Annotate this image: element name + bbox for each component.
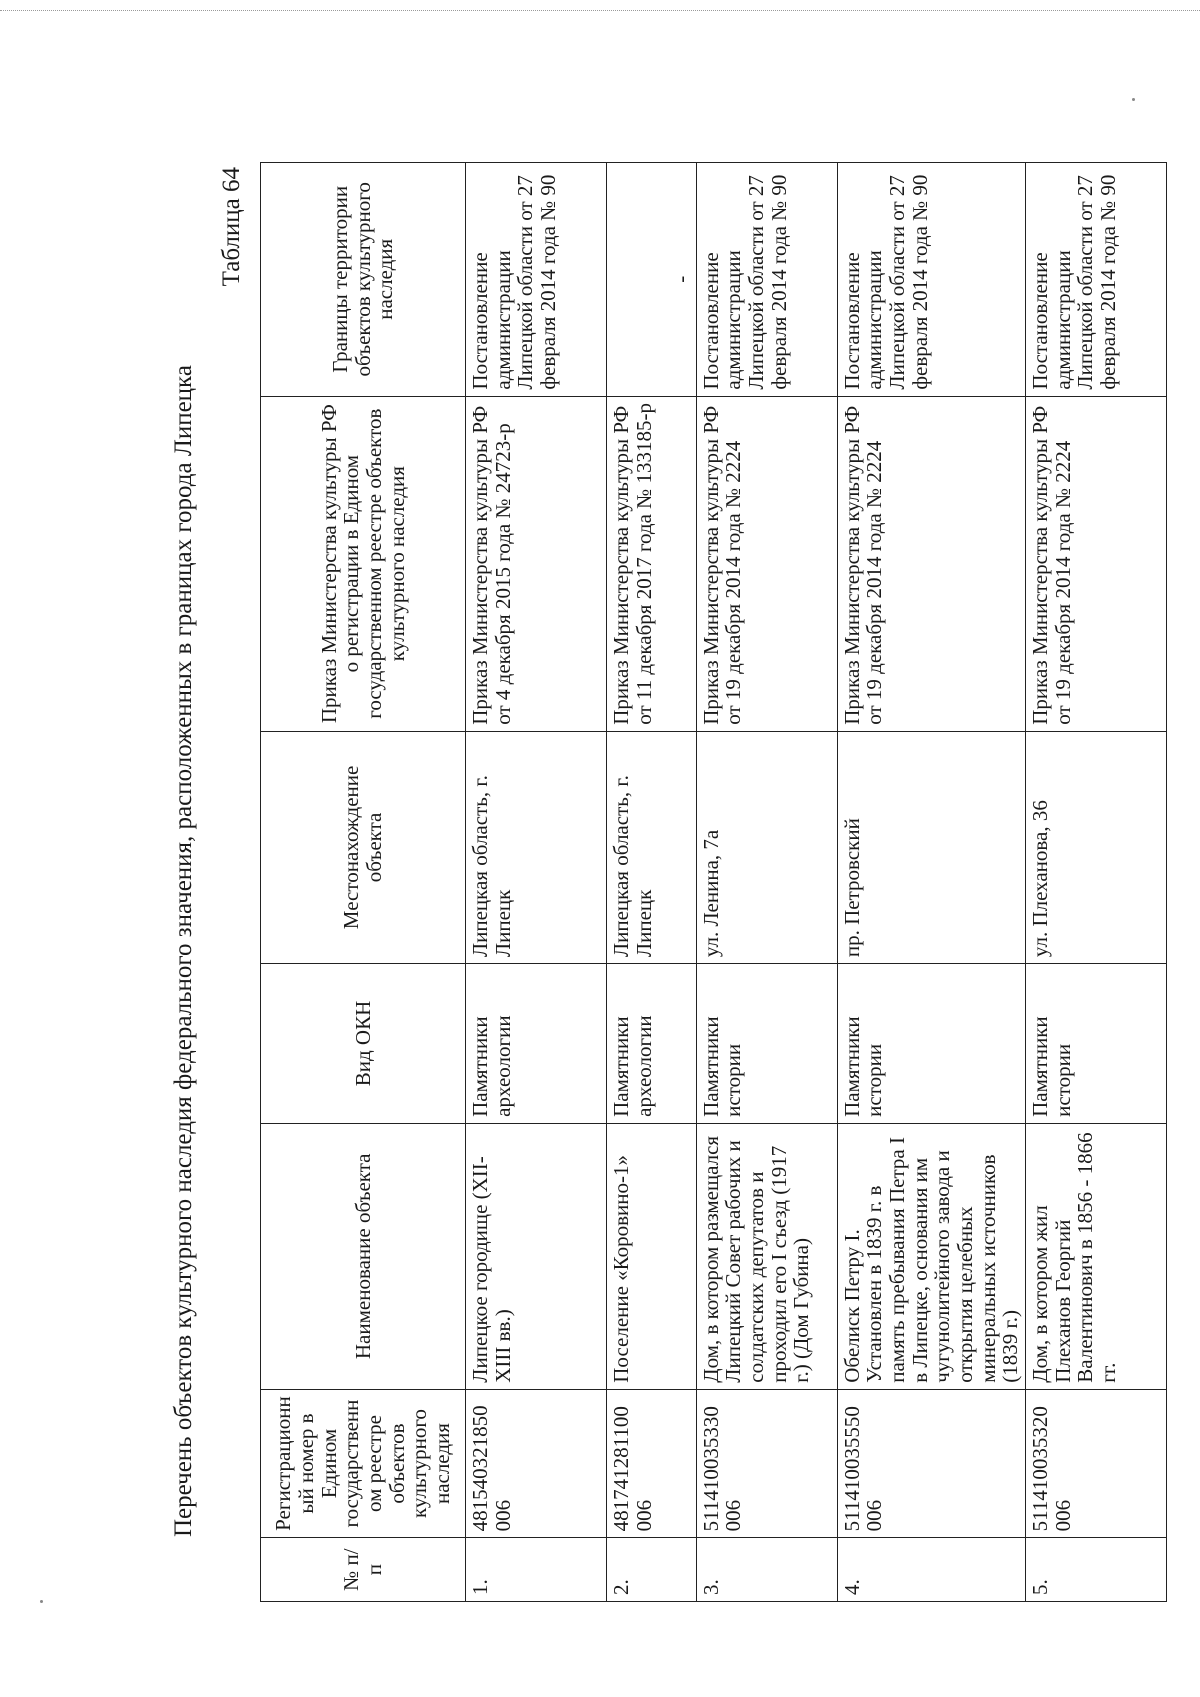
header-location: Местонахождение объекта: [261, 731, 466, 963]
cell-bounds: Постановление администрации Липецкой области от 27 февраля 2014 года № 90: [837, 163, 1025, 397]
empty-bounds-dash: -: [669, 275, 693, 283]
cell-kind: Памятники археологии: [466, 964, 607, 1124]
cell-location: ул. Плеханова, 36: [1026, 731, 1167, 963]
cell-kind: Памятники истории: [837, 964, 1025, 1124]
rotated-page: [0, 97, 1200, 1697]
cell-number: 1.: [466, 1538, 607, 1602]
cell-order: Приказ Министерства культуры РФ от 19 декабря 2014 года № 2224: [1026, 396, 1167, 731]
cell-bounds: Постановление администрации Липецкой области от 27 февраля 2014 года № 90: [1026, 163, 1167, 397]
header-order: Приказ Министерства культуры РФ о регистрации в Едином государственном реестре объектов культурного наследия: [261, 396, 466, 731]
table-label: Таблица 64: [218, 167, 245, 287]
header-bounds: Границы территории объектов культурного наследия: [261, 163, 466, 397]
cell-kind: Памятники истории: [1026, 964, 1167, 1124]
cell-registration: 511410035320006: [1026, 1389, 1167, 1538]
cell-order: Приказ Министерства культуры РФ от 19 декабря 2014 года № 2224: [696, 396, 837, 731]
document-title: Перечень объектов культурного наследия федерального значения, расположенных в границах города Липецка: [170, 365, 197, 1537]
cell-registration: 511410035550006: [837, 1389, 1025, 1538]
cell-kind: Памятники истории: [696, 964, 837, 1124]
cell-bounds: Постановление администрации Липецкой области от 27 февраля 2014 года № 90: [696, 163, 837, 397]
cell-location: ул. Ленина, 7а: [696, 731, 837, 963]
scan-speck: [40, 1600, 43, 1603]
cell-order: Приказ Министерства культуры РФ от 4 декабря 2015 года № 24723-р: [466, 396, 607, 731]
cell-bounds: Постановление администрации Липецкой области от 27 февраля 2014 года № 90: [466, 163, 607, 397]
table-row: [696, 163, 837, 1602]
scan-speck: [1132, 98, 1135, 101]
header-registration: Регистрационный номер в Едином государственном реестре объектов культурного наследия: [261, 1389, 466, 1538]
cell-location: Липецкая область, г. Липецк: [607, 731, 697, 963]
cell-kind: Памятники археологии: [607, 964, 697, 1124]
cell-number: 2.: [607, 1538, 697, 1602]
table-row: [607, 163, 697, 1602]
table-header-row: [261, 163, 466, 1602]
cell-name: Дом, в котором размещался Липецкий Совет рабочих и солдатских депутатов и проходил его I съезд (1917 г.) (Дом Губина): [696, 1123, 837, 1389]
header-number: № п/п: [261, 1538, 466, 1602]
cell-name: Липецкое городище (XII-XIII вв.): [466, 1123, 607, 1389]
heritage-table: [260, 162, 1167, 1602]
cell-order: Приказ Министерства культуры РФ от 19 декабря 2014 года № 2224: [837, 396, 1025, 731]
table-row: [466, 163, 607, 1602]
cell-location: Липецкая область, г. Липецк: [466, 731, 607, 963]
header-name: Наименование объекта: [261, 1123, 466, 1389]
cell-number: 3.: [696, 1538, 837, 1602]
cell-registration: 481741281100006: [607, 1389, 697, 1538]
cell-location: пр. Петровский: [837, 731, 1025, 963]
cell-name: Дом, в котором жил Плеханов Георгий Валентинович в 1856 - 1866 гг.: [1026, 1123, 1167, 1389]
cell-order: Приказ Министерства культуры РФ от 11 декабря 2017 года № 133185-р: [607, 396, 697, 731]
cell-name: Обелиск Петру I. Установлен в 1839 г. в память пребывания Петра I в Липецке, основания им чугунолитейного завода и открытия целебных минеральных источников (1839 г.): [837, 1123, 1025, 1389]
table-row: [1026, 163, 1167, 1602]
table-row: [837, 163, 1025, 1602]
cell-name: Поселение «Коровино-1»: [607, 1123, 697, 1389]
scan-top-edge: [0, 10, 1200, 11]
cell-number: 4.: [837, 1538, 1025, 1602]
cell-number: 5.: [1026, 1538, 1167, 1602]
header-kind: Вид ОКН: [261, 964, 466, 1124]
cell-registration: 481540321850006: [466, 1389, 607, 1538]
cell-registration: 511410035330006: [696, 1389, 837, 1538]
cell-bounds: [607, 163, 697, 397]
